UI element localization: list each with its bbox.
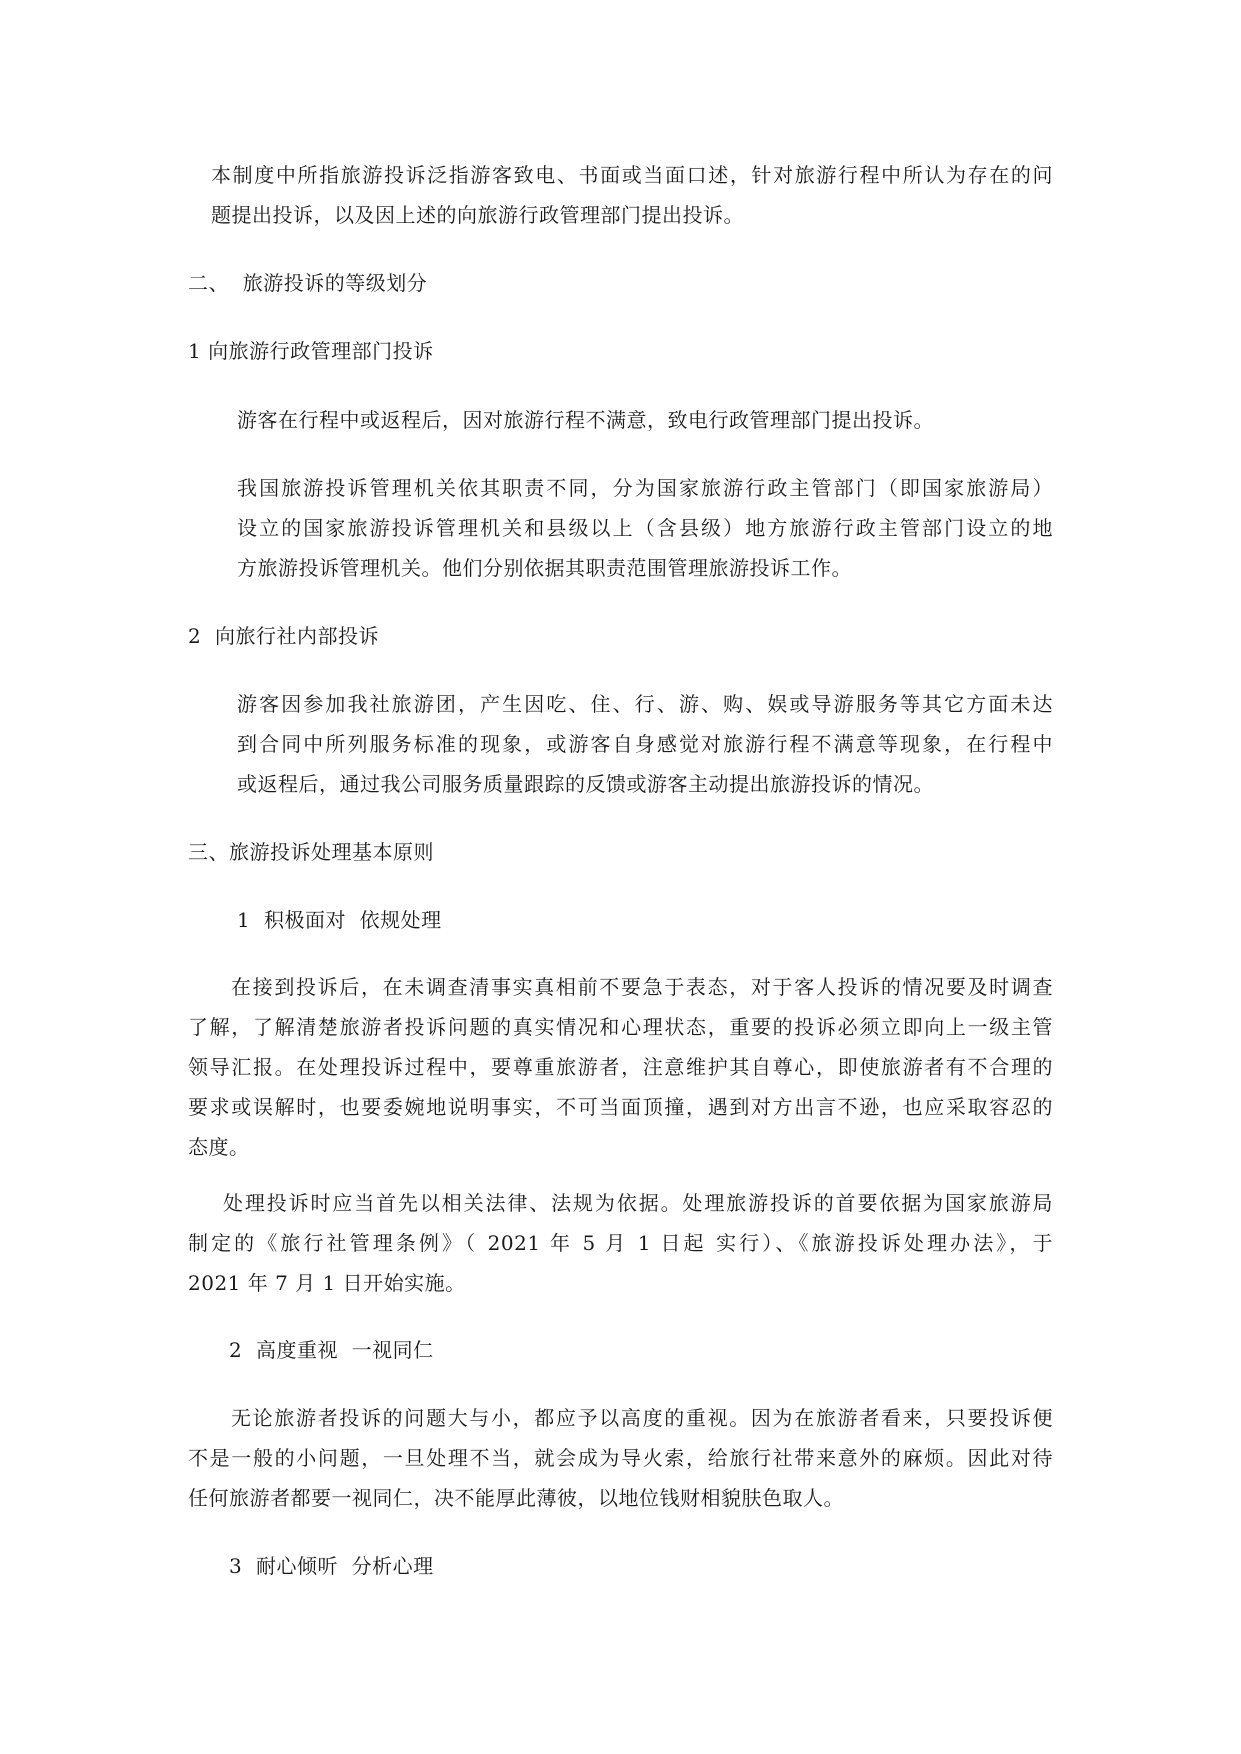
text-line: 不是一般的小问题，一旦处理不当，就会成为导火索，给旅行社带来意外的麻烦。因此对待 xyxy=(188,1446,1053,1470)
text-line: 处理投诉时应当首先以相关法律、法规为依据。处理旅游投诉的首要依据为国家旅游局 xyxy=(223,1191,1053,1215)
subsection-2-1-paragraph-2 xyxy=(237,468,1053,588)
text-line: 态度。 xyxy=(188,1135,250,1159)
text-line: 领导汇报。在处理投诉过程中，要尊重旅游者，注意维护其自尊心，即使旅游者有不合理的 xyxy=(188,1055,1053,1079)
subsection-2-1-paragraph-1 xyxy=(237,400,934,440)
principle-1-paragraph-2 xyxy=(188,1183,1053,1303)
text-line: 到合同中所列服务标准的现象，或游客自身感觉对旅游行程不满意等现象，在行程中 xyxy=(237,732,1053,756)
text-line: 了解，了解清楚旅游者投诉问题的真实情况和心理状态，重要的投诉必须立即向上一级主管 xyxy=(188,1015,1053,1039)
principle-2-heading: 2 高度重视 一视同仁 xyxy=(229,1338,434,1362)
text-line: 任何旅游者都要一视同仁，决不能厚此薄彼，以地位钱财相貌肤色取人。 xyxy=(188,1486,844,1510)
section-3-heading: 三、旅游投诉处理基本原则 xyxy=(188,840,434,864)
subsection-2-2-paragraph-1 xyxy=(237,684,1053,804)
text-line: 我国旅游投诉管理机关依其职责不同，分为国家旅游行政主管部门（即国家旅游局） xyxy=(237,476,1053,500)
principle-1-paragraph-1 xyxy=(188,967,1053,1167)
text-line: 无论旅游者投诉的问题大与小，都应予以高度的重视。因为在旅游者看来，只要投诉便 xyxy=(231,1406,1053,1430)
text-line: 或返程后，通过我公司服务质量跟踪的反馈或游客主动提出旅游投诉的情况。 xyxy=(237,772,934,796)
principle-2-paragraph-1 xyxy=(188,1398,1053,1518)
section-2-heading: 二、 旅游投诉的等级划分 xyxy=(188,271,428,295)
text-line: 游客因参加我社旅游团，产生因吃、住、行、游、购、娱或导游服务等其它方面未达 xyxy=(237,692,1053,716)
text-line: 方旅游投诉管理机关。他们分别依据其职责范围管理旅游投诉工作。 xyxy=(237,556,852,580)
text-line: 题提出投诉，以及因上述的向旅游行政管理部门提出投诉。 xyxy=(211,203,744,227)
principle-3-heading: 3 耐心倾听 分析心理 xyxy=(229,1554,434,1578)
principle-1-heading: 1 积极面对 依规处理 xyxy=(237,908,442,932)
text-line: 游客在行程中或返程后，因对旅游行程不满意，致电行政管理部门提出投诉。 xyxy=(237,408,934,432)
text-line: 本制度中所指旅游投诉泛指游客致电、书面或当面口述，针对旅游行程中所认为存在的问 xyxy=(211,163,1053,187)
text-line: 在接到投诉后，在未调查清事实真相前不要急于表态，对于客人投诉的情况要及时调查 xyxy=(231,975,1053,999)
text-line: 设立的国家旅游投诉管理机关和县级以上（含县级）地方旅游行政主管部门设立的地 xyxy=(237,516,1053,540)
subsection-2-1-heading: 1 向旅游行政管理部门投诉 xyxy=(188,339,434,363)
text-line: 要求或误解时，也要委婉地说明事实，不可当面顶撞，遇到对方出言不逊，也应采取容忍的 xyxy=(188,1095,1053,1119)
text-line: 2021 年 7 月 1 日开始实施。 xyxy=(188,1271,466,1295)
intro-paragraph xyxy=(211,155,1053,235)
subsection-2-2-heading: 2 向旅行社内部投诉 xyxy=(188,624,379,648)
text-line: 制定的《旅行社管理条例》（ 2021 年 5 月 1 日起 实行）、《旅游投诉处理办法》，于 xyxy=(188,1231,1053,1255)
